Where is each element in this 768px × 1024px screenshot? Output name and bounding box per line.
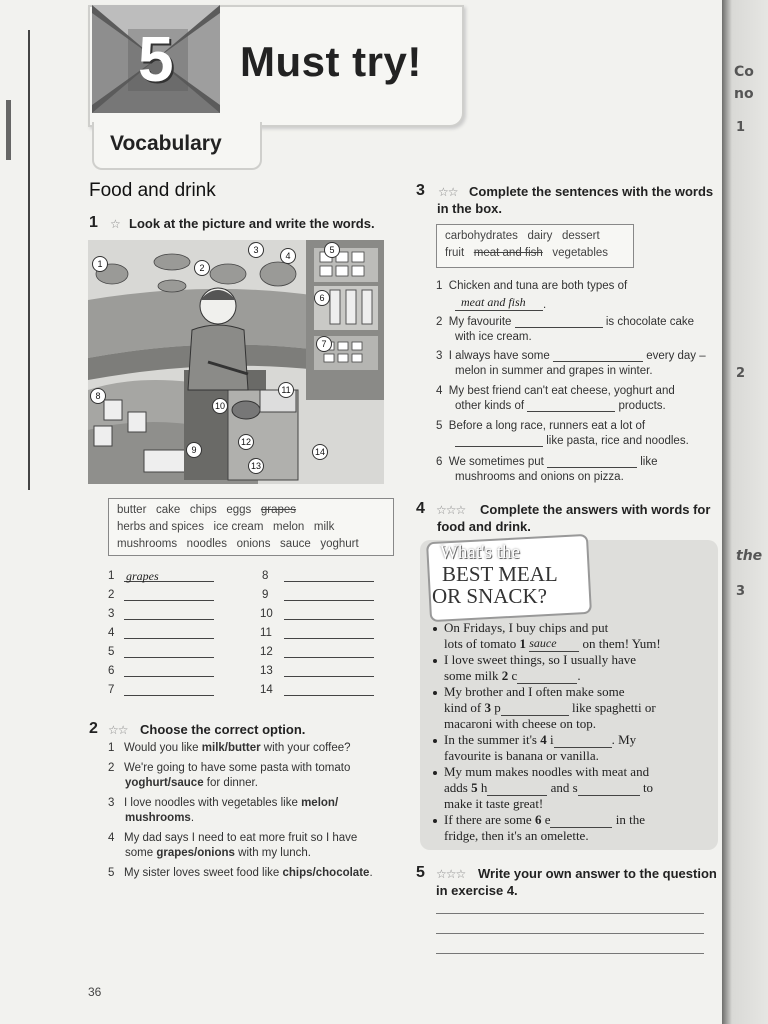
item-text: every day – xyxy=(646,350,706,362)
edge-text: 3 xyxy=(736,584,746,599)
ex3-item-5 xyxy=(436,420,645,432)
bullet-3-line2 xyxy=(444,700,656,716)
example-answer: sauce xyxy=(529,636,579,652)
item-number: 12 xyxy=(260,646,273,658)
ex1-number: 1 xyxy=(89,214,98,231)
item-text: lots of tomato xyxy=(444,636,520,651)
item-text: e xyxy=(544,812,551,827)
option-choice[interactable]: melon/ xyxy=(301,797,339,809)
item-number: 7 xyxy=(108,684,115,696)
callout-6: 6 xyxy=(314,290,330,306)
ex1-answer-5[interactable] xyxy=(108,646,114,658)
bullet-5-line2 xyxy=(444,780,653,796)
item-text: I love noodles with vegetables like xyxy=(124,797,302,809)
item-text: p xyxy=(494,700,501,715)
ex2-instruction: Choose the correct option. xyxy=(140,722,306,737)
ex2-item-5 xyxy=(108,867,373,879)
writing-line[interactable] xyxy=(436,933,704,934)
ex4-number: 4 xyxy=(416,500,425,517)
answer-blank[interactable] xyxy=(515,327,603,328)
bullet-dot xyxy=(433,659,437,663)
item-text: My dad says I need to eat more fruit so I have xyxy=(124,832,358,844)
ex1-answer-7[interactable] xyxy=(108,684,114,696)
ex3-word-row-2 xyxy=(445,247,608,259)
ex1-instruction: Look at the picture and write the words. xyxy=(129,216,375,231)
answer-blank[interactable] xyxy=(553,361,643,362)
ex3-item-3 xyxy=(436,350,706,362)
item-number: 1 xyxy=(108,742,115,754)
word: butter xyxy=(117,504,147,516)
ex1-answer-13[interactable] xyxy=(260,665,273,677)
ex2-item-4 xyxy=(108,832,357,844)
word: mushrooms xyxy=(117,538,178,550)
bullet-4-line2: favourite is banana or vanilla. xyxy=(444,748,599,763)
item-text: . xyxy=(543,299,547,311)
bullet-3-line1: My brother and I often make some xyxy=(444,684,625,699)
edge-text: 1 xyxy=(736,120,746,135)
bullet-1-line1: On Fridays, I buy chips and put xyxy=(444,620,609,635)
ex3-number: 3 xyxy=(416,182,425,199)
item-number: 11 xyxy=(260,627,272,639)
ex3-instruction-line1: Complete the sentences with the words xyxy=(469,184,714,199)
callout-14: 14 xyxy=(312,444,328,460)
unit-title: Must try! xyxy=(240,38,422,85)
callout-8: 8 xyxy=(90,388,106,404)
item-number: 5 xyxy=(108,867,115,879)
bullet-5-line3: make it taste great! xyxy=(444,796,544,811)
item-text: and s xyxy=(550,780,578,795)
item-text: with your coffee? xyxy=(260,742,351,754)
callout-12: 12 xyxy=(238,434,254,450)
ex1-word-row-2 xyxy=(117,521,334,533)
item-number: 1 xyxy=(436,280,443,292)
ex3-word-box xyxy=(436,224,634,268)
item-number: 3 xyxy=(484,700,491,715)
answer-blank[interactable] xyxy=(578,795,640,796)
item-text: some xyxy=(125,847,157,859)
item-number: 2 xyxy=(108,589,115,601)
item-number: 14 xyxy=(260,684,273,696)
ex4-instruction-line2: food and drink. xyxy=(437,519,531,534)
example-answer: meat and fish xyxy=(455,295,543,311)
ex3-stars: ☆☆ xyxy=(438,185,458,199)
bullet-1-line2 xyxy=(444,636,661,652)
word-used: meat and fish xyxy=(473,247,543,259)
ex3-item-2-line2: with ice cream. xyxy=(455,331,532,343)
item-number: 8 xyxy=(262,570,269,582)
item-text: Would you like xyxy=(124,742,202,754)
item-text: other kinds of xyxy=(455,400,525,412)
edge-text: the xyxy=(736,548,763,564)
ex3-word-row-1 xyxy=(445,230,600,242)
ex2-item-3-line2 xyxy=(125,812,194,824)
item-number: 2 xyxy=(436,316,443,328)
word: dessert xyxy=(562,230,600,242)
ex2-item-1 xyxy=(108,742,351,754)
ex1-answer-6[interactable] xyxy=(108,665,114,677)
word: noodles xyxy=(186,538,227,550)
callout-4: 4 xyxy=(280,248,296,264)
item-number: 1 xyxy=(519,636,526,651)
item-number: 4 xyxy=(436,385,443,397)
item-text: In the summer it's xyxy=(444,732,541,747)
item-number: 10 xyxy=(260,608,273,620)
item-number: 6 xyxy=(108,665,115,677)
panel-heading-3: OR SNACK? xyxy=(432,584,547,608)
item-text: kind of xyxy=(444,700,485,715)
item-number: 5 xyxy=(471,780,478,795)
callout-11: 11 xyxy=(278,382,294,398)
ex1-answer-14[interactable] xyxy=(260,684,273,696)
writing-line[interactable] xyxy=(436,913,704,914)
item-text: is chocolate cake xyxy=(605,316,695,328)
word: chips xyxy=(189,504,217,516)
ex1-answer-1[interactable] xyxy=(108,569,159,583)
callout-13: 13 xyxy=(248,458,264,474)
option-choice[interactable]: yoghurt/sauce xyxy=(125,777,204,789)
item-text: . xyxy=(190,812,195,824)
ex3-instruction-line2: in the box. xyxy=(437,201,502,216)
item-text: . xyxy=(577,668,581,683)
callout-5: 5 xyxy=(324,242,340,258)
ex1-answer-4[interactable] xyxy=(108,627,114,639)
bullet-dot xyxy=(433,819,437,823)
item-number: 6 xyxy=(534,812,542,827)
bullet-4-line1 xyxy=(444,732,636,748)
ex3-item-1 xyxy=(436,280,627,292)
ex3-item-5-line2 xyxy=(455,435,689,447)
ex3-item-2 xyxy=(436,316,694,328)
ex3-item-4-line2 xyxy=(455,400,666,412)
callout-9: 9 xyxy=(186,442,202,458)
item-number: 3 xyxy=(108,608,115,620)
item-number: 5 xyxy=(436,420,443,432)
item-text: on them! Yum! xyxy=(579,636,661,651)
item-text: Before a long race, runners eat a lot of xyxy=(448,420,646,432)
ex5-number: 5 xyxy=(416,864,425,881)
callout-7: 7 xyxy=(316,336,332,352)
item-text: i xyxy=(549,732,554,747)
item-text: with my lunch. xyxy=(234,847,311,859)
item-number: 3 xyxy=(108,797,115,809)
item-text: adds xyxy=(444,780,472,795)
item-number: 13 xyxy=(260,665,273,677)
ex1-word-row-1 xyxy=(117,504,296,516)
edge-text: no xyxy=(734,86,754,102)
ex1-answer-9[interactable] xyxy=(262,589,268,601)
item-text: My sister loves sweet food like xyxy=(124,867,283,879)
ex1-answer-10[interactable] xyxy=(260,608,273,620)
word: eggs xyxy=(226,504,252,516)
callout-3: 3 xyxy=(248,242,264,258)
item-text: like xyxy=(640,456,658,468)
item-number: 4 xyxy=(108,627,115,639)
ex5-instruction-line1: Write your own answer to the question xyxy=(478,866,717,881)
ex1-answer-2[interactable] xyxy=(108,589,114,601)
item-text: for dinner. xyxy=(203,777,258,789)
word: fruit xyxy=(445,247,465,259)
word: melon xyxy=(273,521,305,533)
item-number: 4 xyxy=(540,732,547,747)
word: sauce xyxy=(280,538,311,550)
answer-blank[interactable] xyxy=(547,467,637,468)
margin-line xyxy=(28,30,30,490)
bullet-2-line2 xyxy=(444,668,581,684)
item-number: 4 xyxy=(108,832,115,844)
bullet-5-line1: My mum makes noodles with meat and xyxy=(444,764,650,779)
ex1-answer-11[interactable] xyxy=(260,627,272,639)
item-text: some milk xyxy=(444,668,502,683)
word: dairy xyxy=(527,230,553,242)
item-number: 2 xyxy=(501,668,509,683)
item-text: My favourite xyxy=(448,316,512,328)
ex1-stars: ☆ xyxy=(110,217,120,231)
example-answer: grapes xyxy=(126,569,159,583)
edge-text: Co xyxy=(734,64,754,80)
word: vegetables xyxy=(552,247,609,259)
callout-2: 2 xyxy=(194,260,210,276)
ex3-item-3-line2: melon in summer and grapes in winter. xyxy=(455,365,653,377)
ex3-item-1-line2 xyxy=(455,295,546,311)
word: onions xyxy=(236,538,271,550)
ex1-answer-12[interactable] xyxy=(260,646,273,658)
unit-number: 5 xyxy=(138,23,174,95)
ex2-stars: ☆☆ xyxy=(108,723,128,737)
ex4-stars: ☆☆☆ xyxy=(436,503,466,517)
item-number: 6 xyxy=(436,456,443,468)
answer-blank[interactable] xyxy=(527,411,615,412)
item-number: 1 xyxy=(108,570,115,582)
ex2-item-3 xyxy=(108,797,338,809)
word: carbohydrates xyxy=(445,230,518,242)
ex2-item-4-line2 xyxy=(125,847,311,859)
ex2-number: 2 xyxy=(89,720,98,737)
item-number: 5 xyxy=(108,646,115,658)
ex1-word-row-3 xyxy=(117,538,359,550)
item-text: If there are some xyxy=(444,812,535,827)
word: yoghurt xyxy=(320,538,359,550)
word: milk xyxy=(313,521,335,533)
word: herbs and spices xyxy=(117,521,204,533)
ex3-item-6 xyxy=(436,456,657,468)
ex5-stars: ☆☆☆ xyxy=(436,867,466,881)
item-text: . xyxy=(369,867,373,879)
vocabulary-tab xyxy=(92,122,262,170)
item-text: like spaghetti or xyxy=(571,700,656,715)
bullet-6-line2: fridge, then it's an omelette. xyxy=(444,828,589,843)
item-text: Chicken and tuna are both types of xyxy=(448,280,628,292)
writing-line[interactable] xyxy=(436,953,704,954)
word-used: grapes xyxy=(260,504,297,516)
next-page-edge xyxy=(722,0,768,1024)
item-number: 2 xyxy=(108,762,115,774)
panel-heading-1: What's the xyxy=(440,542,520,563)
ex1-answer-8[interactable] xyxy=(262,570,268,582)
word: cake xyxy=(156,504,181,516)
item-text: c xyxy=(511,668,518,683)
option-choice[interactable]: milk/butter xyxy=(201,742,261,754)
item-number: 9 xyxy=(262,589,269,601)
bullet-dot xyxy=(433,739,437,743)
answer-blank[interactable] xyxy=(455,446,543,447)
ex5-instruction-line2: in exercise 4. xyxy=(436,883,518,898)
vocabulary-label: Vocabulary xyxy=(110,132,222,155)
ex1-word-box xyxy=(108,498,394,556)
ex3-item-4 xyxy=(436,385,675,397)
ex2-item-2 xyxy=(108,762,350,774)
market-picture xyxy=(88,240,384,484)
item-text: My best friend can't eat cheese, yoghurt and xyxy=(448,385,675,397)
item-text: We're going to have some pasta with tomato xyxy=(124,762,351,774)
item-text: I always have some xyxy=(448,350,550,362)
margin-mark xyxy=(6,100,11,160)
edge-text: 2 xyxy=(736,366,746,381)
option-choice[interactable]: chips/chocolate xyxy=(282,867,370,879)
option-choice[interactable]: mushrooms xyxy=(125,812,191,824)
bullet-dot xyxy=(433,771,437,775)
item-text: to xyxy=(642,780,654,795)
item-number: 3 xyxy=(436,350,443,362)
ex2-item-2-line2 xyxy=(125,777,258,789)
word: ice cream xyxy=(213,521,264,533)
option-choice[interactable]: grapes/onions xyxy=(156,847,235,859)
item-text: in the xyxy=(615,812,645,827)
section-title: Food and drink xyxy=(89,180,216,201)
callout-1: 1 xyxy=(92,256,108,272)
bullet-2-line1: I love sweet things, so I usually have xyxy=(444,652,637,667)
ex4-instruction-line1: Complete the answers with words for xyxy=(480,502,711,517)
ex1-answer-3[interactable] xyxy=(108,608,114,620)
ex3-item-6-line2: mushrooms and onions on pizza. xyxy=(455,471,624,483)
bullet-dot xyxy=(433,627,437,631)
bullet-3-line3: macaroni with cheese on top. xyxy=(444,716,596,731)
item-text: We sometimes put xyxy=(448,456,544,468)
item-text: . My xyxy=(611,732,637,747)
callout-10: 10 xyxy=(212,398,228,414)
bullet-6-line1 xyxy=(444,812,645,828)
item-text: like pasta, rice and noodles. xyxy=(546,435,689,447)
item-text: products. xyxy=(618,400,666,412)
item-text: h xyxy=(480,780,488,795)
bullet-dot xyxy=(433,691,437,695)
panel-heading-2: BEST MEAL xyxy=(442,562,558,586)
page-number: 36 xyxy=(88,985,102,999)
